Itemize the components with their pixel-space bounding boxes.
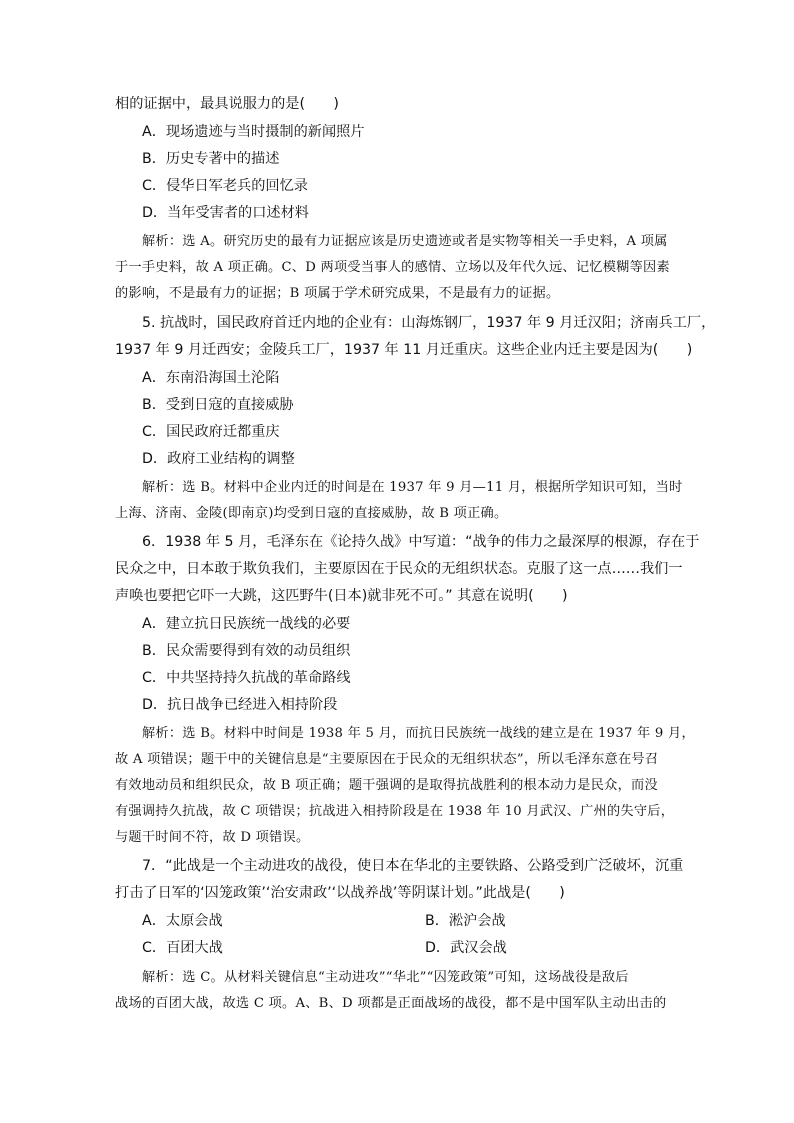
q5-stem-line: 1937 年 9 月迁西安；金陵兵工厂，1937 年 11 月迁重庆。这些企业内迁主要是因为( ) — [115, 342, 693, 358]
q7-stem-line: 打击了日军的‘囚笼政策’‘治安肃政’‘以战养战’等阴谋计划。”此战是( ) — [115, 885, 565, 901]
q4-option-d: D．当年受害者的口述材料 — [142, 205, 309, 221]
q4-option-c: C．侵华日军老兵的回忆录 — [142, 178, 308, 194]
q6-option-b: B．民众需要得到有效的动员组织 — [142, 643, 351, 659]
q6-stem-line: 6．1938 年 5 月，毛泽东在《论持久战》中写道：“战争的伟力之最深厚的根源，存在于 — [142, 534, 700, 550]
q7-explanation-line: 战场的百团大战，故选 C 项。A、B、D 项都是正面战场的战役，都不是中国军队主动出击的 — [115, 996, 667, 1011]
q6-explanation-line: 有强调持久抗战，故 C 项错误；抗战进入相持阶段是在 1938 年 10 月武汉、广州的失守后， — [115, 804, 675, 819]
q5-stem-line: 5. 抗战时，国民政府首迁内地的企业有：山海炼钢厂，1937 年 9 月迁汉阳；济南兵工厂， — [142, 315, 716, 331]
q7-option-a: A．太原会战 — [142, 913, 223, 929]
q7-explanation-line: 解析：选 C。从材料关键信息“主动进攻”“华北”“囚笼政策”可知，这场战役是敌后 — [142, 970, 629, 985]
q4-explanation-line: 的影响，不是最有力的证据；B 项属于学术研究成果，不是最有力的证据。 — [115, 286, 560, 301]
q4-option-b: B．历史专著中的描述 — [142, 151, 280, 167]
q5-explanation-line: 上海、济南、金陵(即南京)均受到日寇的直接威胁，故 B 项正确。 — [115, 506, 508, 521]
q6-explanation-line: 与题干时间不符，故 D 项错误。 — [115, 830, 310, 845]
q5-option-c: C．国民政府迁都重庆 — [142, 424, 280, 440]
q7-option-b: B．淞沪会战 — [425, 913, 506, 929]
q7-option-d: D．武汉会战 — [425, 940, 507, 956]
q6-explanation-line: 解析：选 B。材料中时间是 1938 年 5 月，而抗日民族统一战线的建立是在 1937 年 9 月， — [142, 726, 695, 741]
q4-explanation-line: 于一手史料，故 A 项正确。C、D 两项受当事人的感情、立场以及年代久远、记忆模糊等因素 — [115, 260, 670, 275]
q7-option-c: C．百团大战 — [142, 940, 223, 956]
q5-option-b: B．受到日寇的直接威胁 — [142, 397, 294, 413]
q4-option-a: A．现场遗迹与当时摄制的新闻照片 — [142, 124, 365, 140]
q5-explanation-line: 解析：选 B。材料中企业内迁的时间是在 1937 年 9 月—11 月，根据所学知识可知，当时 — [142, 480, 683, 495]
q4-stem: 相的证据中，最具说服力的是( ) — [115, 96, 339, 112]
q6-explanation-line: 有效地动员和组织民众，故 B 项正确；题干强调的是取得抗战胜利的根本动力是民众，而没 — [115, 778, 658, 793]
q4-explanation-line: 解析：选 A。研究历史的最有力证据应该是历史遗迹或者是实物等相关一手史料，A 项属 — [142, 234, 668, 249]
q7-stem-line: 7．“此战是一个主动进攻的战役，使日本在华北的主要铁路、公路受到广泛破坏，沉重 — [142, 858, 684, 874]
q6-option-c: C．中共坚持持久抗战的革命路线 — [142, 670, 351, 686]
q6-stem-line: 民众之中，日本敢于欺负我们，主要原因在于民众的无组织状态。克服了这一点……我们一 — [115, 561, 683, 577]
q6-stem-line: 声唤也要把它吓一大跳，这匹野牛(日本)就非死不可。” 其意在说明( ) — [115, 588, 568, 604]
q5-option-d: D．政府工业结构的调整 — [142, 451, 295, 467]
q5-option-a: A．东南沿海国土沦陷 — [142, 370, 280, 386]
q6-option-d: D．抗日战争已经进入相持阶段 — [142, 697, 338, 713]
q6-option-a: A．建立抗日民族统一战线的必要 — [142, 616, 351, 632]
q6-explanation-line: 故 A 项错误；题干中的关键信息是“主要原因在于民众的无组织状态”，所以毛泽东意在号召 — [115, 752, 659, 767]
